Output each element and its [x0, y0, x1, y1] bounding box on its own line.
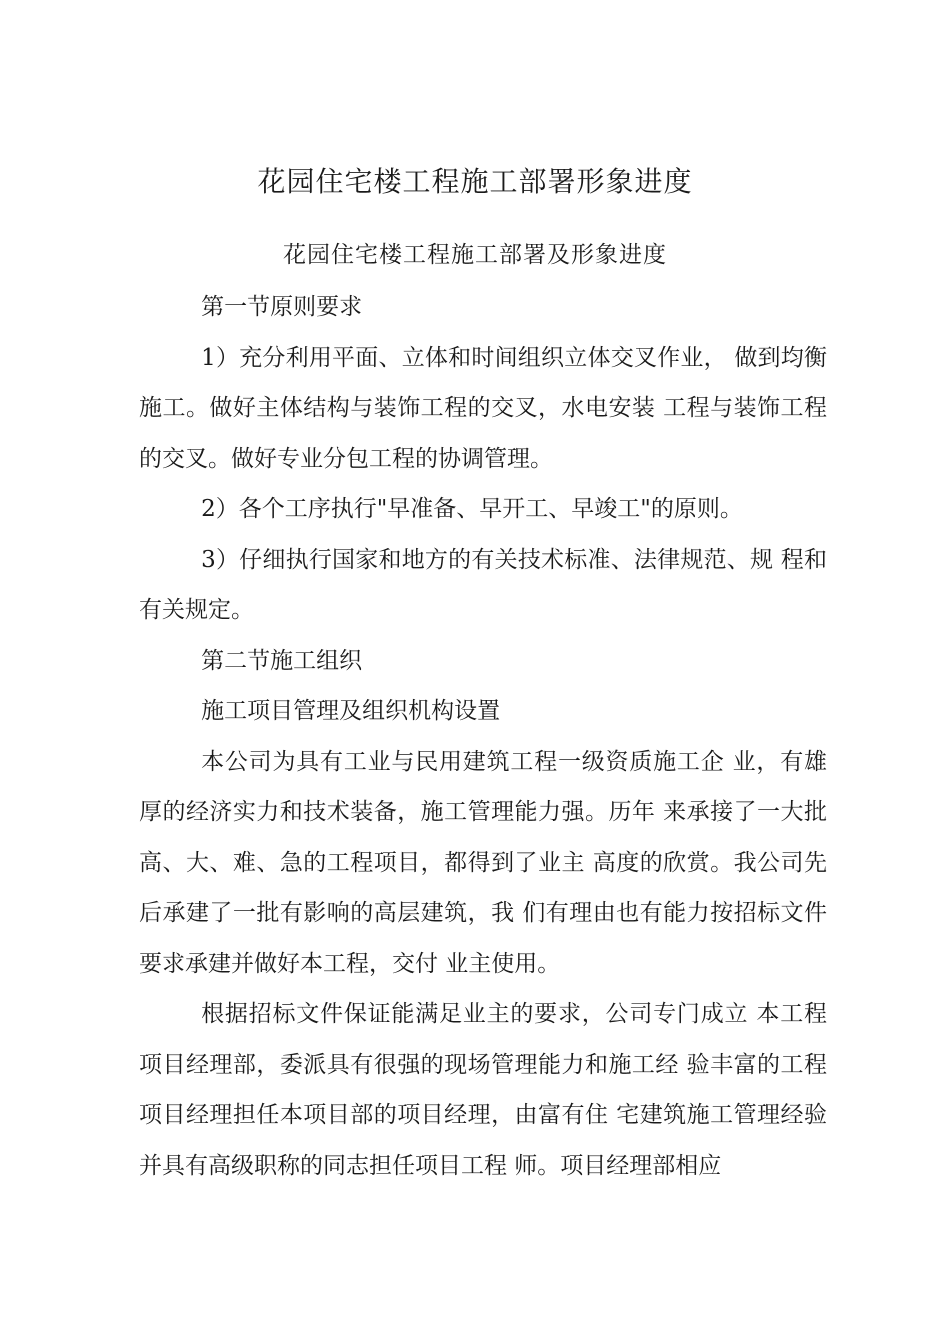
- paragraph-item-2: 2）各个工序执行"早准备、早开工、早竣工"的原则。: [201, 496, 743, 522]
- paragraph-item-3: 3）仔细执行国家和地方的有关技术标准、法律规范、规 程和有关规定。: [139, 546, 827, 623]
- section-heading-principles: 第一节原则要求: [201, 294, 363, 320]
- document-subtitle: 花园住宅楼工程施工部署及形象进度: [283, 242, 667, 268]
- paragraph-item-1: 1）充分利用平面、立体和时间组织立体交叉作业， 做到均衡施工。做好主体结构与装饰工程的交叉，水电安装 工程与装饰工程的交叉。做好专业分包工程的协调管理。: [139, 344, 827, 472]
- document-title: 花园住宅楼工程施工部署形象进度: [257, 165, 693, 198]
- section-heading-organization: 第二节施工组织: [201, 647, 363, 674]
- paragraph-project-department: 根据招标文件保证能满足业主的要求，公司专门成立 本工程项目经理部，委派具有很强的现场管理能力和施工经 验丰富的工程项目经理担任本项目部的项目经理，由富有住 宅建筑施工管理经验并具有高级职称的同志担任项目工程 师。项目经理部相应: [139, 1001, 827, 1179]
- document-body: [139, 282, 827, 1191]
- paragraph-company-intro: 本公司为具有工业与民用建筑工程一级资质施工企 业，有雄厚的经济实力和技术装备，施工管理能力强。历年 来承接了一大批高、大、难、急的工程项目，都得到了业主 高度的欣赏。我公司先后承建了一批有影响的高层建筑，我 们有理由也有能力按招标文件要求承建并做好本工程，交付 业主使用。: [139, 748, 827, 977]
- sub-heading-management: 施工项目管理及组织机构设置: [201, 698, 501, 724]
